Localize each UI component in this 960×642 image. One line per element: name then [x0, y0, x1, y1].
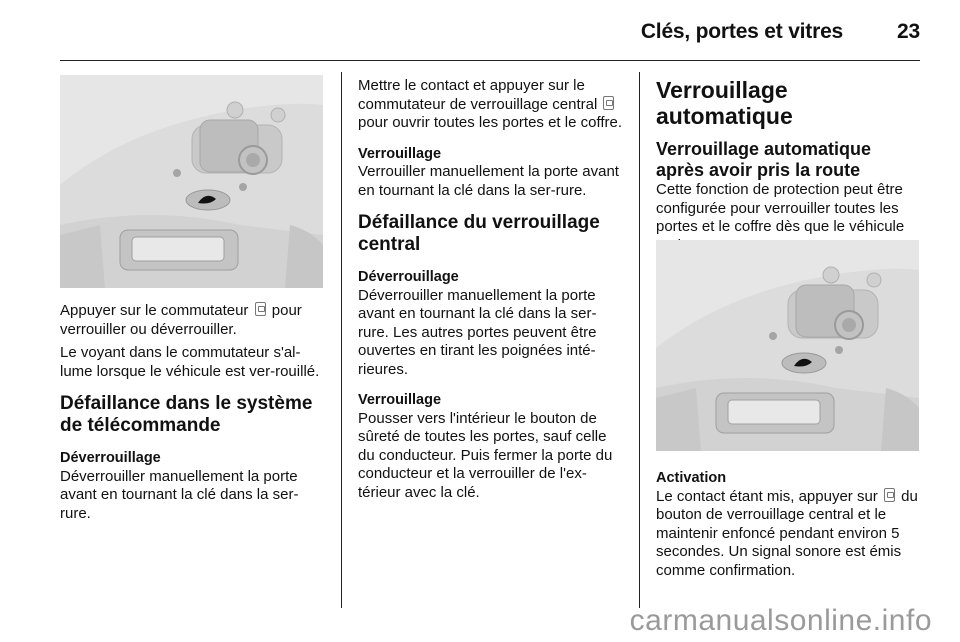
section-title: Clés, portes et vitres [640, 20, 844, 43]
paragraph-activation [656, 488, 922, 581]
console-drawing [60, 75, 323, 288]
subheading-auto-lock-driving: Verrouillage automatique après avoir pris la route [656, 139, 872, 180]
watermark: carmanualsonline.info [629, 604, 932, 637]
column-divider-2 [639, 72, 640, 608]
column-1 [60, 302, 326, 523]
text-fragment: Mettre le contact et appuyer sur le commutateur de verrouillage central [358, 77, 598, 113]
column-3-lower [656, 469, 922, 580]
heading-auto-lock: Verrouillage automatique [656, 77, 793, 129]
lock-icon [603, 96, 614, 110]
heading-central-failure: Défaillance du verrouillage central [358, 212, 600, 255]
paragraph-manual-unlock: Déverrouiller manuellement la porte avant en tournant la clé dans la ser-rure. [60, 467, 299, 522]
text-fragment: Appuyer sur le commutateur [60, 302, 249, 319]
header-rule [60, 60, 920, 61]
console-drawing [656, 240, 919, 451]
overhead-console-illustration [60, 75, 323, 288]
page-title [641, 20, 920, 44]
paragraph-switch [60, 302, 326, 339]
column-3 [656, 77, 922, 255]
column-divider-1 [341, 72, 342, 608]
subheading-locking: Verrouillage [358, 392, 442, 408]
paragraph-manual-lock: Verrouiller manuellement la porte avant en tournant la clé dans la ser-rure. [358, 163, 619, 199]
text-fragment: Le contact étant mis, appuyer sur [656, 487, 878, 505]
text-fragment: pour verrouiller ou déverrouiller. [60, 302, 302, 338]
paragraph-lock-procedure: Pousser vers l'intérieur le bouton de sûreté de toutes les portes, sauf celle du conducteur. Puis fermer la porte du conducteur et la verrouiller de l'ex-térieur avec la clé. [358, 409, 613, 501]
paragraph-auto-lock-desc: Cette fonction de protection peut être configurée pour verrouiller toutes les portes et le coffre dès que le véhicule [656, 181, 905, 235]
page-number: 23 [897, 20, 920, 43]
subheading-activation: Activation [656, 470, 727, 486]
heading-remote-failure: Défaillance dans le système de télécommande [60, 393, 313, 436]
lock-icon [255, 302, 266, 316]
paragraph-open-all [358, 77, 626, 133]
text-fragment: du bouton de verrouillage central et le maintenir enfoncé pendant environ 5 secondes. Un signal sonore est émis comme confirmation. [656, 487, 918, 579]
text-fragment: pour ouvrir toutes les portes et le coffre. [358, 114, 623, 131]
subheading-unlocking: Déverrouillage [60, 450, 161, 466]
subheading-unlocking: Déverrouillage [358, 269, 459, 285]
column-2 [358, 77, 626, 502]
paragraph-manual-unlock-doors: Déverrouiller manuellement la porte avant en tournant la clé dans la ser-rure. Les autres portes peuvent être ouvertes en tirant les poignées inté-rieures. [358, 286, 597, 378]
paragraph-indicator: Le voyant dans le commutateur s'al-lume lorsque le véhicule est ver-rouillé. [60, 344, 320, 380]
overhead-console-illustration-2 [656, 240, 919, 451]
lock-icon [884, 488, 895, 502]
subheading-locking: Verrouillage [358, 145, 442, 162]
